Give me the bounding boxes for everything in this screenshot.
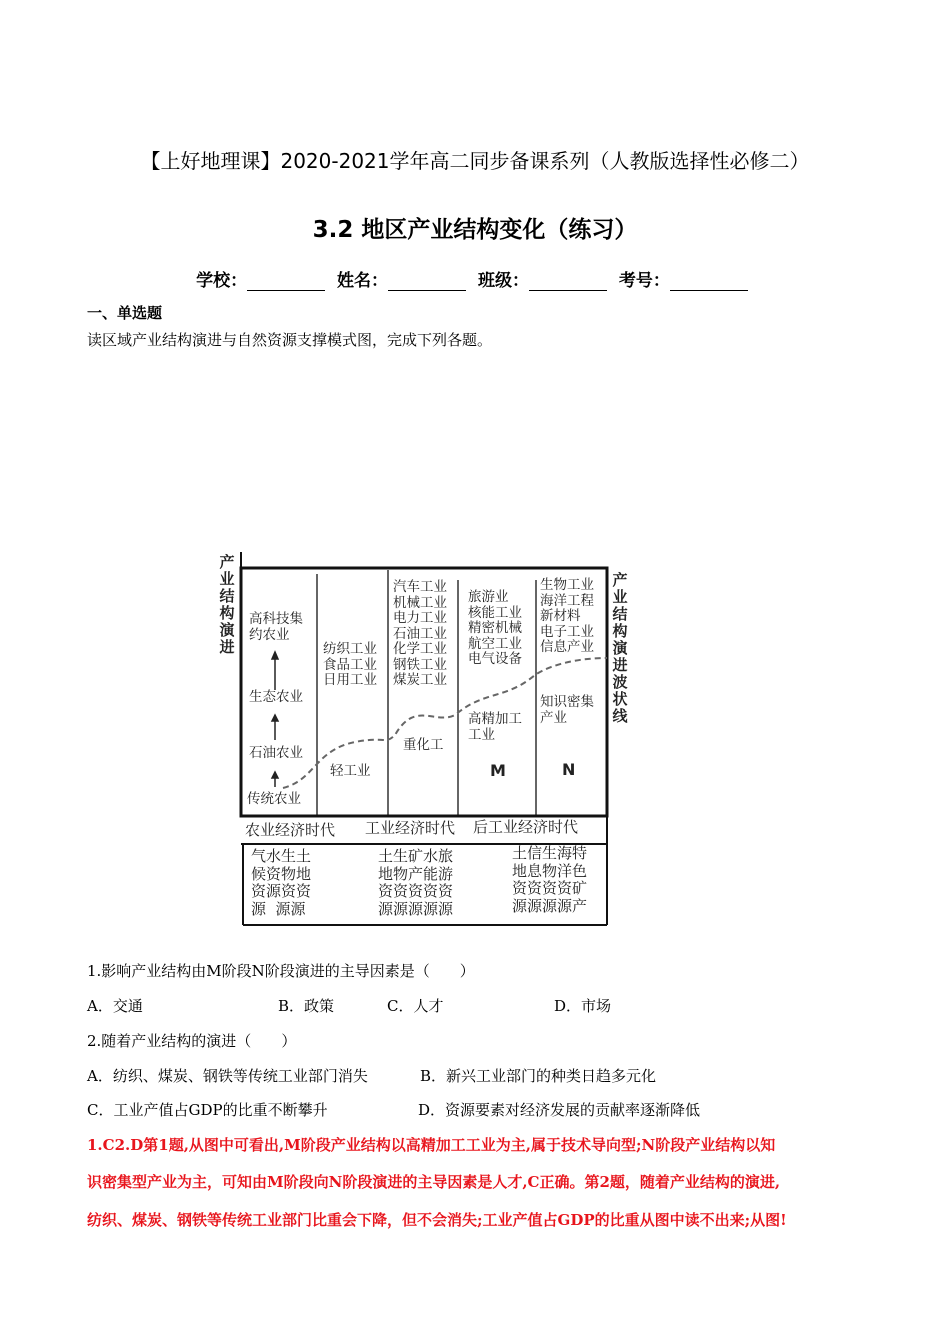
page-title: 3.2 地区产业结构变化（练习） (312, 217, 638, 243)
era-agriculture: 农业经济时代 (245, 821, 336, 839)
school-label: 学校： (196, 271, 248, 291)
question-2-stem: 2.随着产业结构的演进（ ） (87, 1032, 297, 1050)
oil-agriculture: 石油农业 (249, 745, 303, 761)
question-2-option-c[interactable]: C．工业产值占GDP的比重不断攀升 (87, 1101, 328, 1119)
question-1-stem: 1.影响产业结构由M阶段N阶段演进的主导因素是（ ） (87, 962, 475, 980)
question-1-option-d[interactable]: D．市场 (554, 997, 612, 1015)
question-2-option-b[interactable]: B．新兴工业部门的种类日趋多元化 (420, 1067, 657, 1085)
document-header: 【上好地理课】2020-2021学年高二同步备课系列（人教版选择性必修二） (140, 149, 810, 173)
class-blank[interactable] (529, 272, 607, 291)
resources-post-industrial: 土信生海特 地息物洋色 资资资资矿 源源源源产 (512, 844, 588, 915)
answer-line-2: 识密集型产业为主，可知由M阶段向N阶段演进的主导因素是人才,C正确。第2题，随着产业结构的演进, (87, 1173, 781, 1191)
resources-industrial: 土生矿水旅 地物产能游 资资资资资 源源源源源 (378, 847, 454, 918)
wave-line-label: 产业结构演进波状线 (612, 571, 628, 725)
y-axis-label: 产业结构演进 (219, 553, 235, 656)
stage-m-label: M (490, 761, 506, 780)
name-blank[interactable] (388, 272, 466, 291)
heavy-industries-list: 汽车工业 机械工业 电力工业 石油工业 化学工业 钢铁工业 煤炭工业 (393, 579, 447, 688)
number-blank[interactable] (670, 272, 748, 291)
high-tech-agriculture: 高科技集 约农业 (249, 611, 303, 643)
section-heading: 一、单选题 (87, 304, 163, 322)
resources-agriculture: 气水生土 候资物地 资源资资 源 源源 (251, 847, 312, 918)
traditional-agriculture: 传统农业 (247, 791, 301, 807)
question-1-option-c[interactable]: C．人才 (387, 997, 444, 1015)
answer-line-1: 1.C2.D第1题,从图中可看出,M阶段产业结构以高精加工工业为主,属于技术导向型;N阶段产业结构以知 (87, 1136, 776, 1154)
name-label: 姓名： (337, 271, 389, 291)
heavy-industry-label: 重化工 (403, 737, 444, 753)
question-2-option-d[interactable]: D．资源要素对经济发展的贡献率逐渐降低 (418, 1101, 701, 1119)
era-post-industrial: 后工业经济时代 (473, 818, 579, 836)
question-2-option-a[interactable]: A．纺织、煤炭、钢铁等传统工业部门消失 (87, 1067, 368, 1085)
intro-text: 读区域产业结构演进与自然资源支撑模式图，完成下列各题。 (87, 331, 493, 349)
knowledge-intensive-industry: 知识密集 产业 (540, 694, 594, 726)
question-1-option-a[interactable]: A．交通 (87, 997, 143, 1015)
high-precision-industry: 高精加工 工业 (468, 711, 522, 743)
m-stage-industries: 旅游业 核能工业 精密机械 航空工业 电气设备 (468, 589, 522, 667)
school-blank[interactable] (247, 272, 325, 291)
stage-n-label: N (562, 760, 576, 779)
class-label: 班级： (477, 271, 529, 291)
student-info-line (0, 266, 950, 291)
eco-agriculture: 生态农业 (249, 689, 303, 705)
number-label: 考号： (618, 271, 670, 291)
era-industrial: 工业经济时代 (365, 819, 456, 837)
light-industries-list: 纺织工业 食品工业 日用工业 (323, 641, 377, 688)
industry-structure-diagram (215, 550, 635, 930)
light-industry-label: 轻工业 (330, 763, 371, 779)
question-1-option-b[interactable]: B．政策 (278, 997, 335, 1015)
n-stage-industries: 生物工业 海洋工程 新材料 电子工业 信息产业 (540, 577, 594, 655)
answer-line-3: 纺织、煤炭、钢铁等传统工业部门比重会下降，但不会消失;工业产值占GDP的比重从图中读不出来;从图! (87, 1211, 787, 1229)
